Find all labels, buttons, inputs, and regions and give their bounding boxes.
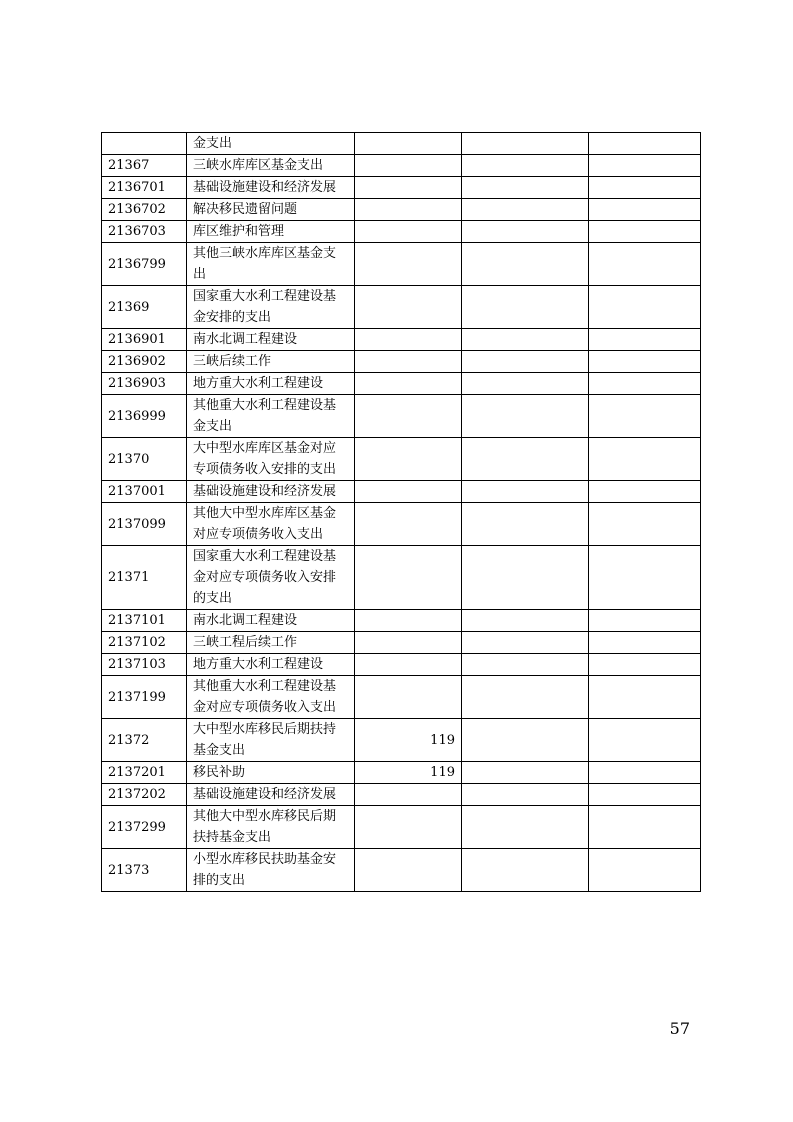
code-cell: 2136702 [102,199,187,221]
amount-cell-1 [355,286,462,329]
table-row [102,329,701,351]
amount-cell-3 [589,610,701,632]
amount-cell-3 [589,395,701,438]
amount-cell-1 [355,654,462,676]
name-cell: 其他大中型水库移民后期扶持基金支出 [187,806,355,849]
code-cell: 2137201 [102,762,187,784]
code-cell: 21369 [102,286,187,329]
table-row [102,676,701,719]
name-cell: 基础设施建设和经济发展 [187,177,355,199]
amount-cell-2 [462,243,589,286]
amount-cell-2 [462,676,589,719]
name-cell: 基础设施建设和经济发展 [187,481,355,503]
table-row [102,610,701,632]
amount-cell-2 [462,199,589,221]
name-cell: 基础设施建设和经济发展 [187,784,355,806]
name-cell: 南水北调工程建设 [187,610,355,632]
table-body [102,133,701,892]
code-cell: 21373 [102,849,187,892]
amount-cell-1 [355,849,462,892]
amount-cell-3 [589,676,701,719]
code-cell: 21372 [102,719,187,762]
amount-cell-3 [589,849,701,892]
table-row [102,286,701,329]
name-cell: 移民补助 [187,762,355,784]
amount-cell-2 [462,546,589,610]
table-row [102,632,701,654]
name-cell: 其他重大水利工程建设基金对应专项债务收入支出 [187,676,355,719]
code-cell [102,133,187,155]
amount-cell-1 [355,155,462,177]
name-cell: 地方重大水利工程建设 [187,654,355,676]
amount-cell-3 [589,351,701,373]
table-row [102,155,701,177]
table-row [102,784,701,806]
code-cell: 2136799 [102,243,187,286]
amount-cell-2 [462,395,589,438]
amount-cell-3 [589,373,701,395]
name-cell: 其他大中型水库库区基金对应专项债务收入支出 [187,503,355,546]
name-cell: 国家重大水利工程建设基金安排的支出 [187,286,355,329]
amount-cell-1 [355,133,462,155]
code-cell: 2136901 [102,329,187,351]
amount-cell-2 [462,654,589,676]
table-row [102,762,701,784]
name-cell: 小型水库移民扶助基金安排的支出 [187,849,355,892]
code-cell: 2137199 [102,676,187,719]
table-row [102,199,701,221]
amount-cell-3 [589,784,701,806]
code-cell: 2137001 [102,481,187,503]
code-cell: 2137099 [102,503,187,546]
amount-cell-1 [355,784,462,806]
name-cell: 解决移民遗留问题 [187,199,355,221]
name-cell: 三峡工程后续工作 [187,632,355,654]
name-cell: 三峡水库库区基金支出 [187,155,355,177]
amount-cell-3 [589,654,701,676]
code-cell: 21370 [102,438,187,481]
table-row [102,133,701,155]
name-cell: 大中型水库移民后期扶持基金支出 [187,719,355,762]
page-number: 57 [669,1019,690,1038]
amount-cell-1 [355,806,462,849]
amount-cell-2 [462,286,589,329]
table-row [102,806,701,849]
amount-cell-2 [462,849,589,892]
amount-cell-2 [462,438,589,481]
amount-cell-1 [355,610,462,632]
name-cell: 其他三峡水库库区基金支出 [187,243,355,286]
name-cell: 大中型水库库区基金对应专项债务收入安排的支出 [187,438,355,481]
amount-cell-2 [462,481,589,503]
table-row [102,546,701,610]
amount-cell-1 [355,243,462,286]
code-cell: 21367 [102,155,187,177]
amount-cell-1 [355,676,462,719]
amount-cell-2 [462,351,589,373]
amount-cell-3 [589,177,701,199]
amount-cell-3 [589,133,701,155]
amount-cell-2 [462,784,589,806]
amount-cell-3 [589,632,701,654]
code-cell: 2137102 [102,632,187,654]
amount-cell-3 [589,719,701,762]
amount-cell-2 [462,632,589,654]
amount-cell-1 [355,177,462,199]
code-cell: 2136701 [102,177,187,199]
amount-cell-3 [589,243,701,286]
code-cell: 21371 [102,546,187,610]
amount-cell-1 [355,351,462,373]
amount-cell-3 [589,221,701,243]
amount-cell-1 [355,481,462,503]
code-cell: 2137202 [102,784,187,806]
code-cell: 2137101 [102,610,187,632]
amount-cell-3 [589,155,701,177]
table-row [102,849,701,892]
amount-cell-1 [355,546,462,610]
amount-cell-3 [589,546,701,610]
amount-cell-2 [462,177,589,199]
amount-cell-3 [589,329,701,351]
amount-cell-1 [355,632,462,654]
amount-cell-2 [462,503,589,546]
table-row [102,654,701,676]
amount-cell-3 [589,503,701,546]
table-row [102,503,701,546]
code-cell: 2137103 [102,654,187,676]
amount-cell-3 [589,806,701,849]
table-row [102,373,701,395]
table-row [102,221,701,243]
name-cell: 国家重大水利工程建设基金对应专项债务收入安排的支出 [187,546,355,610]
amount-cell-3 [589,481,701,503]
amount-cell-3 [589,438,701,481]
name-cell: 地方重大水利工程建设 [187,373,355,395]
table-row [102,481,701,503]
amount-cell-2 [462,719,589,762]
amount-cell-1 [355,221,462,243]
amount-cell-1 [355,395,462,438]
amount-cell-2 [462,806,589,849]
amount-cell-1: 119 [355,762,462,784]
amount-cell-2 [462,133,589,155]
name-cell: 金支出 [187,133,355,155]
table-row [102,351,701,373]
amount-cell-3 [589,286,701,329]
amount-cell-1: 119 [355,719,462,762]
name-cell: 三峡后续工作 [187,351,355,373]
amount-cell-2 [462,329,589,351]
table-row [102,243,701,286]
amount-cell-1 [355,503,462,546]
name-cell: 其他重大水利工程建设基金支出 [187,395,355,438]
amount-cell-2 [462,155,589,177]
code-cell: 2136703 [102,221,187,243]
code-cell: 2136903 [102,373,187,395]
name-cell: 库区维护和管理 [187,221,355,243]
table-row [102,395,701,438]
amount-cell-1 [355,438,462,481]
amount-cell-2 [462,373,589,395]
amount-cell-2 [462,762,589,784]
amount-cell-3 [589,762,701,784]
code-cell: 2137299 [102,806,187,849]
amount-cell-2 [462,610,589,632]
amount-cell-3 [589,199,701,221]
name-cell: 南水北调工程建设 [187,329,355,351]
code-cell: 2136999 [102,395,187,438]
amount-cell-2 [462,221,589,243]
amount-cell-1 [355,199,462,221]
table-row [102,719,701,762]
budget-table [101,132,701,892]
table-row [102,438,701,481]
code-cell: 2136902 [102,351,187,373]
amount-cell-1 [355,373,462,395]
amount-cell-1 [355,329,462,351]
table-row [102,177,701,199]
